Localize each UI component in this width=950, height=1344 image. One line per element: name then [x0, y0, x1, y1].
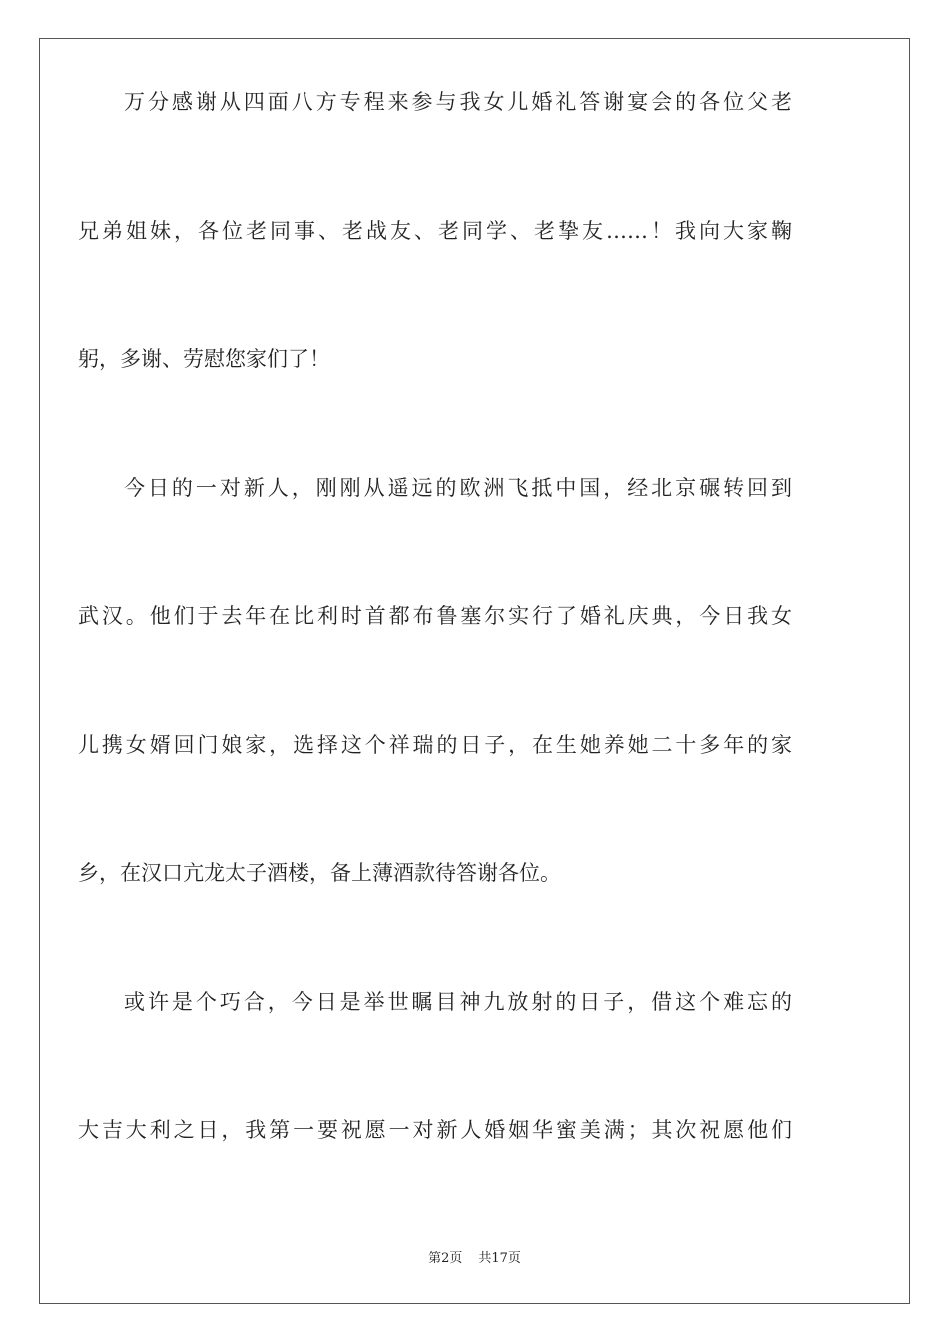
- page-footer: [39, 1247, 910, 1266]
- paragraph-1-line-2: 兄弟姐妹，各位老同事、老战友、老同学、老挚友……！我向大家鞠: [78, 218, 792, 243]
- page-number: 第2页: [428, 1251, 463, 1266]
- paragraph-2-line-2: 武汉。他们于去年在比利时首都布鲁塞尔实行了婚礼庆典，今日我女: [78, 604, 792, 628]
- paragraph-2-line-1: 今日的一对新人，刚刚从遥远的欧洲飞抵中国，经北京碾转回到: [124, 475, 792, 500]
- paragraph-1-line-3: 躬，多谢、劳慰您家们了！: [78, 347, 330, 371]
- paragraph-3-line-1: 或许是个巧合，今日是举世瞩目神九放射的日子，借这个难忘的: [124, 989, 792, 1014]
- document-body: [78, 92, 792, 1249]
- paragraph-3-line-2: 大吉大利之日，我第一要祝愿一对新人婚姻华蜜美满；其次祝愿他们: [78, 1118, 792, 1142]
- total-pages: 共17页: [478, 1251, 521, 1266]
- paragraph-1-line-1: 万分感谢从四面八方专程来参与我女儿婚礼答谢宴会的各位父老: [124, 90, 792, 114]
- paragraph-2-line-4: 乡，在汉口亢龙太子酒楼，备上薄酒款待答谢各位。: [78, 861, 561, 885]
- paragraph-2-line-3: 儿携女婿回门娘家，选择这个祥瑞的日子，在生她养她二十多年的家: [78, 732, 792, 757]
